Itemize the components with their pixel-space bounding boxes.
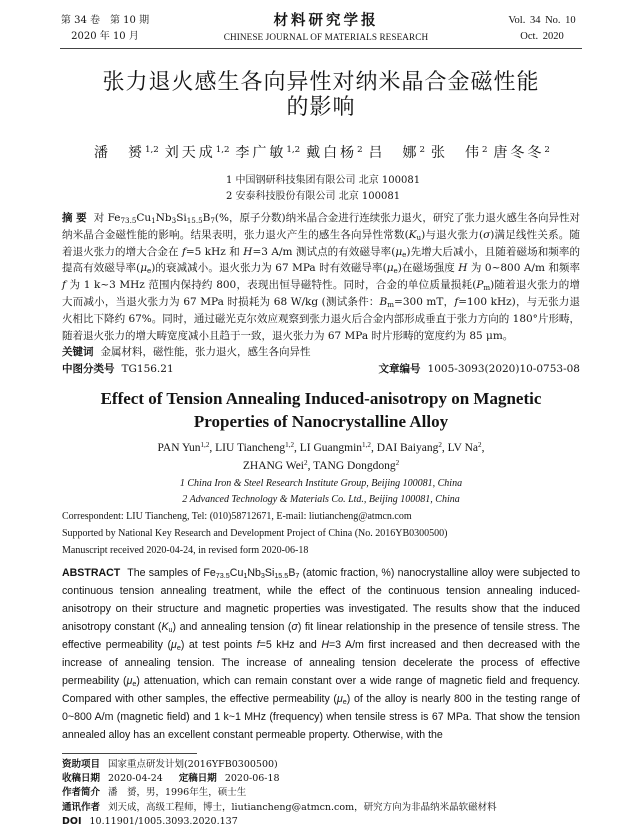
author-bio-label: 作者简介 xyxy=(62,787,101,799)
clc-value: TG156.21 xyxy=(121,363,174,376)
correspondent-cn-label: 通讯作者 xyxy=(62,801,101,813)
funding-label: 资助项目 xyxy=(62,758,101,770)
subscript: 7 xyxy=(295,571,300,581)
doi-label: DOI xyxy=(62,815,82,827)
dates-line xyxy=(62,772,580,786)
cn-author-list xyxy=(94,143,550,163)
author-bio-value: 潘 赟，男，1996年生，硕士生 xyxy=(108,787,247,799)
en-abstract xyxy=(62,564,580,744)
funding-line xyxy=(62,758,580,772)
italic-symbol: B xyxy=(379,295,388,308)
superscript: 1,2 xyxy=(362,441,371,450)
subscript: 15.5 xyxy=(274,571,289,581)
subscript: e xyxy=(402,249,407,259)
subscript: e xyxy=(176,643,181,653)
header-center xyxy=(186,13,466,45)
italic-symbol: K xyxy=(408,228,417,241)
header-right xyxy=(502,13,582,45)
journal-logo-cn: 材料研究学报 xyxy=(273,13,379,29)
cn-author xyxy=(369,143,426,163)
italic-symbol: H xyxy=(243,245,253,258)
cn-author-name: 刘天成 xyxy=(164,145,216,161)
header-left xyxy=(60,13,150,45)
correspondent-cn-value: 刘天成，高级工程师，博士，liutiancheng@atmcn.com，研究方向为非晶纳米晶软磁材料 xyxy=(108,801,497,813)
cn-author-affiliation-mark: 1,2 xyxy=(215,145,230,156)
superscript: 1,2 xyxy=(200,441,210,450)
footnotes xyxy=(62,753,580,829)
cn-affiliations xyxy=(226,173,420,205)
cn-author-name: 张 伟 xyxy=(430,145,482,161)
cn-author xyxy=(306,143,363,163)
footnote-rule xyxy=(62,753,197,754)
cn-author-name: 唐冬冬 xyxy=(493,145,545,161)
italic-symbol: σ xyxy=(291,621,298,633)
italic-symbol: μ xyxy=(140,262,148,275)
en-author-list xyxy=(0,440,642,475)
cn-author xyxy=(493,143,550,163)
subscript: m xyxy=(483,283,491,293)
en-title-line-2: Properties of Nanocrystalline Alloy xyxy=(193,412,449,431)
italic-symbol: μ xyxy=(386,262,394,275)
cn-author-name: 李广敏 xyxy=(235,145,287,161)
article-notes xyxy=(62,508,580,559)
en-title xyxy=(0,387,642,433)
superscript: 2 xyxy=(478,441,482,450)
cn-author-affiliation-mark: 2 xyxy=(419,145,426,156)
received-label: 收稿日期 xyxy=(62,773,101,785)
subscript: 3 xyxy=(171,216,177,226)
italic-symbol: μ xyxy=(336,693,343,705)
superscript: 2 xyxy=(438,441,442,450)
italic-symbol: μ xyxy=(126,675,133,687)
clc-label: 中图分类号 xyxy=(62,363,115,376)
italic-symbol: H xyxy=(321,639,329,651)
subscript: 15.5 xyxy=(186,216,203,226)
subscript: 1 xyxy=(243,571,248,581)
italic-symbol: σ xyxy=(483,228,491,241)
en-authors-line-1: PAN Yun$^{1,2}$, LIU Tiancheng$^{1,2}$, LI Guangmin$^{1,2}$, DAI Baiyang$^2$, LV Na$^2$, xyxy=(157,441,485,454)
cn-keywords-text: 金属材料，磁性能，张力退火，感生各向异性 xyxy=(100,346,311,359)
final-date: 2020-06-18 xyxy=(224,773,280,785)
cn-author xyxy=(431,143,488,163)
header-rule xyxy=(60,48,582,49)
en-abstract-text: The samples of $Fe_{73.5}Cu_1Nb_3Si_{15.5}B_7$ (atomic fraction, %) nanocrystalline alloy were subjected to continuous tension annealing treatment, while the effect of the continuous tension annealing induced-anisotropy on their structure and magnetic properties was investigated. The results show that the induced anisotropy constant $(K_u)$ and annealing tension (σ) fit linear relationship in the presence of tensile stress. The effective permeability $(\mu_e)$ at test points f=5 kHz and H=3 A/m first increased and then decreased with the increase of annealing tension. The increase of annealing tension decelerate the process of effective permeability $(\mu_e)$ attenuation, which can remain constant over a wide range of magnetic field and frequency. Compared with other samples, the effective permeability $(\mu_e)$ of the alloy is nearly 800 in the testing range of 0~800 A/m (magnetic field) and 1 k~1 MHz (frequency) when tensile stress is 67 MPa. That show the tension annealed alloy has an excellent constant permeable property. Otherwise, with the xyxy=(62,567,581,741)
cn-keywords xyxy=(62,344,580,361)
cn-author xyxy=(165,143,230,163)
italic-symbol: f xyxy=(62,279,66,292)
en-affiliations xyxy=(0,476,642,508)
cn-author-name: 潘 赟 xyxy=(94,145,145,161)
italic-symbol: μ xyxy=(395,245,403,258)
correspondent-line: Correspondent: LIU Tiancheng, Tel: (010)58712671, E-mail: liutiancheng@atmcn.com xyxy=(62,511,412,522)
cn-author-affiliation-mark: 1,2 xyxy=(286,145,301,156)
cn-affiliation: 2 安泰科技股份有限公司 北京 100081 xyxy=(226,191,401,202)
received-date: 2020-04-24 xyxy=(108,773,163,785)
italic-symbol: P xyxy=(476,279,484,292)
subscript: e xyxy=(132,679,137,689)
doi-value: 10.11901/1005.3093.2020.137 xyxy=(89,815,238,827)
en-title-line-1: Effect of Tension Annealing Induced-anisotropy on Magnetic xyxy=(100,389,542,408)
cn-author-name: 戴白杨 xyxy=(306,145,358,161)
italic-symbol: H xyxy=(458,262,468,275)
supported-line: Supported by National Key Research and Development Project of China (No. 2016YB0300500) xyxy=(62,528,448,539)
subscript: m xyxy=(387,300,395,310)
italic-symbol: f xyxy=(256,639,260,651)
cn-author-affiliation-mark: 1,2 xyxy=(145,145,159,156)
cn-abstract-section xyxy=(62,210,580,378)
italic-symbol: f xyxy=(181,245,186,258)
cn-abstract xyxy=(62,210,580,344)
cn-author-name: 吕 娜 xyxy=(368,145,420,161)
subscript: u xyxy=(416,232,422,242)
clc-number xyxy=(62,361,174,378)
doi-line xyxy=(62,815,580,829)
en-authors-line-2: ZHANG Wei$^2$, TANG Dongdong$^2$ xyxy=(242,458,400,472)
superscript: 1,2 xyxy=(285,441,295,450)
cn-author-affiliation-mark: 2 xyxy=(544,145,550,156)
superscript: 2 xyxy=(395,458,400,467)
en-affiliation: 1 China Iron & Steel Research Institute Group, Beijing 100081, China xyxy=(179,478,463,489)
cn-author xyxy=(235,143,300,163)
article-number-label: 文章编号 xyxy=(378,363,421,376)
article-number-value: 1005-3093(2020)10-0753-08 xyxy=(427,363,580,376)
funding-value: 国家重点研发计划(2016YFB0300500) xyxy=(108,758,278,770)
final-label: 定稿日期 xyxy=(178,773,217,785)
article-number xyxy=(379,361,580,378)
volume-issue-en: Vol. 34 No. 10 xyxy=(508,15,576,26)
journal-name-en: CHINESE JOURNAL OF MATERIALS RESEARCH xyxy=(223,32,429,42)
en-abstract-label: ABSTRACT xyxy=(62,567,121,579)
subscript: 1 xyxy=(151,216,156,226)
cn-title-line-1: 张力退火感生各向异性对纳米晶合金磁性能 xyxy=(102,70,540,95)
italic-symbol: f xyxy=(454,295,459,308)
cn-author xyxy=(94,143,159,163)
italic-symbol: K xyxy=(161,621,169,633)
subscript: 73.5 xyxy=(215,571,230,581)
date-cn: 2020 年 10 月 xyxy=(71,31,139,42)
volume-issue-cn: 第 34 卷 第 10 期 xyxy=(60,15,150,26)
en-affiliation: 2 Advanced Technology & Materials Co. Ltd., Beijing 100081, China xyxy=(182,494,460,505)
correspondent-cn-line xyxy=(62,801,580,815)
cn-abstract-text: 对 $Fe_{73.5}Cu_1Nb_3Si_{15.5}B_7(\%$，原子分数)纳米晶合金进行连续张力退火，研究了张力退火感生各向异性对纳米晶合金磁性能的影响。结果表明，张力退火产生的感生各向异性常数$(K_u)$与退火张力(σ)满足线性关系。随着退火张力的增大合金在 f=5 kHz 和 H=3 A/m 测试点的有效磁导率$(\mu_e)$先增大后减小，且随着磁场和频率的提高有效磁导率$(\mu_e)$的衰减减小。退火张力为 67 MPa 时有效磁导率$(\mu_e)$在磁场强度 H 为 0~800 A/m 和频率 f 为 1 k~3 MHz 范围内保持约 800，表现出恒导磁特性。同时，合金的单位质量损耗$(P_m)$随着退火张力的增大而减小，当退火张力为 67 MPa 时损耗为 68 W/kg (测试条件：$B_m=300$ mT，f=100 kHz)，与无张力退火相比下降约 67%。同时，通过磁光克尔效应观察到张力退火后合金内部形成垂直于张力方向的 180°片形畴，随着退火张力的增大畴宽度减小且趋于一致，退火张力为 67 MPa 时片形畴的宽度约为 85 μm。 xyxy=(62,212,581,342)
subscript: e xyxy=(147,266,152,276)
cn-title xyxy=(0,70,642,120)
subscript: 73.5 xyxy=(120,216,137,226)
cn-keywords-label: 关键词 xyxy=(62,346,94,359)
subscript: u xyxy=(168,625,173,635)
cn-title-line-2: 的影响 xyxy=(286,95,356,120)
italic-symbol: μ xyxy=(171,639,177,651)
classification-row xyxy=(62,361,580,378)
subscript: e xyxy=(393,266,398,276)
manuscript-line: Manuscript received 2020-04-24, in revised form 2020-06-18 xyxy=(62,545,309,556)
date-en: Oct. 2020 xyxy=(520,31,564,42)
superscript: 2 xyxy=(304,458,308,467)
author-bio-line xyxy=(62,786,580,800)
subscript: 3 xyxy=(260,571,265,581)
subscript: 7 xyxy=(210,216,215,226)
cn-affiliation: 1 中国钢研科技集团有限公司 北京 100081 xyxy=(226,175,421,186)
running-header xyxy=(60,13,582,45)
cn-author-affiliation-mark: 2 xyxy=(357,145,363,156)
cn-author-affiliation-mark: 2 xyxy=(481,145,488,156)
cn-abstract-label: 摘 要 xyxy=(62,212,87,224)
subscript: e xyxy=(342,697,347,707)
